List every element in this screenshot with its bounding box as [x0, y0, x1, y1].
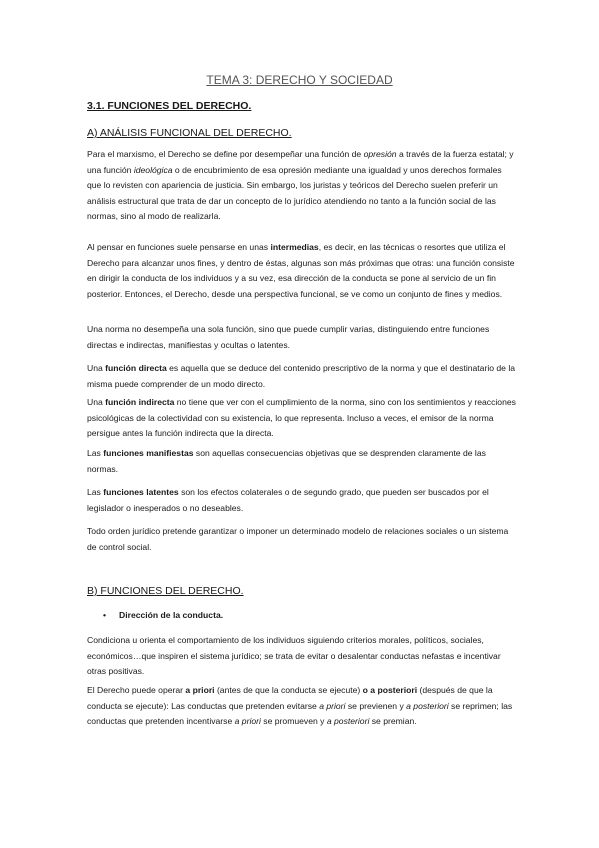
text: (antes de que la conducta se ejecute) [214, 685, 363, 695]
bullet-item [103, 610, 223, 620]
subsection-a-heading: A) ANÁLISIS FUNCIONAL DEL DERECHO. [87, 127, 292, 139]
paragraph-a5 [87, 395, 517, 442]
text: Al pensar en funciones suele pensarse en unas [87, 242, 271, 252]
text: se previenen y [345, 700, 407, 711]
bold-term: funciones latentes [103, 487, 179, 497]
paragraph-a7 [87, 485, 517, 516]
text: a través de la fuerza estatal; y una función [87, 149, 514, 175]
text: (después de que la conducta se ejecute): Las conductas que pretenden evitarse [87, 685, 493, 711]
emphasis: ideológica [133, 164, 173, 175]
text: Las [87, 487, 104, 497]
text: Una [87, 363, 106, 373]
bullet-label: Dirección de la conducta. [119, 610, 224, 620]
bullet-icon: • [103, 610, 107, 620]
text: son aquellas consecuencias objetivas que se desprenden claramente de las normas. [87, 448, 486, 474]
text: no tiene que ver con el cumplimiento de la norma, sino con los sentimientos y reacciones psicológicas de la colectividad con su existencia, lo que representa. Incluso a veces, el emisor de la norma persigue antes la función indirecta que la directa. [87, 397, 516, 439]
text: , es decir, en las técnicas o resortes que utiliza el Derecho para alcanzar unos fines, y dentro de éstas, algunas son más próximas que otras: una función consiste en dirigir la conducta de los individuos y a su vez, esa dirección de la conducta se pone al servicio de un fin posterior. Entonces, el Derecho, desde una perspectiva funcional, se ve como un conjunto de fines y medios. [87, 242, 515, 299]
text: Las [87, 448, 104, 458]
paragraph-b2 [87, 683, 517, 730]
emphasis: a posteriori [326, 716, 370, 727]
paragraph-b1: Condiciona u orienta el comportamiento de los individuos siguiendo criterios morales, políticos, sociales, económicos…que inspiren el sistema jurídico; se trata de evitar o desalentar conductas nefastas e incentivar otras positivas. [87, 635, 501, 677]
text: se promueven y [260, 716, 327, 727]
paragraph-a6 [87, 446, 517, 477]
emphasis: a posteriori [406, 700, 449, 711]
text: se reprimen; las conductas que pretenden incentivarse [87, 700, 513, 727]
paragraph-a2 [87, 240, 517, 302]
page-title: TEMA 3: DERECHO Y SOCIEDAD [206, 73, 393, 87]
bold-term: o a posteriori [362, 685, 418, 695]
emphasis: opresión [363, 149, 397, 159]
text: es aquella que se deduce del contenido prescriptivo de la norma y que el destinatario de la misma puede comprender de un modo directo. [87, 363, 516, 389]
bold-term: función directa [105, 363, 167, 373]
emphasis: a priori [234, 716, 261, 727]
paragraph-a1 [87, 147, 517, 225]
bold-term: a priori [185, 685, 215, 695]
text: o de encubrimiento de esa opresión mediante una igualdad y unos derechos formales que lo revisten con apariencia de justicia. Sin embargo, los juristas y teóricos del Derecho suelen preferir un análisis estructural que trata de dar un concepto de lo jurídico atendiendo no tanto a la función social de las normas, sino al modo de realizarla. [87, 164, 502, 222]
text: son los efectos colaterales o de segundo grado, que pueden ser buscados por el legislador o inesperados o no deseables. [87, 487, 489, 513]
text: Una [87, 397, 106, 407]
text: El Derecho puede operar [87, 685, 186, 695]
bold-term: intermedias [270, 242, 319, 252]
subsection-b-heading: B) FUNCIONES DEL DERECHO. [87, 585, 244, 597]
emphasis: a priori [319, 700, 346, 711]
paragraph-a4 [87, 361, 517, 392]
paragraph-a8: Todo orden jurídico pretende garantizar o imponer un determinado modelo de relaciones sociales o un sistema de control social. [87, 526, 509, 552]
paragraph-a3: Una norma no desempeña una sola función, sino que puede cumplir varias, distinguiendo entre funciones directas e indirectas, manifiestas y ocultas o latentes. [87, 324, 490, 350]
bold-term: funciones manifiestas [103, 448, 194, 458]
bold-term: función indirecta [105, 397, 175, 407]
text: se premian. [369, 716, 417, 727]
text: Para el marxismo, el Derecho se define por desempeñar una función de [87, 149, 364, 159]
section-heading: 3.1. FUNCIONES DEL DERECHO. [87, 100, 252, 112]
